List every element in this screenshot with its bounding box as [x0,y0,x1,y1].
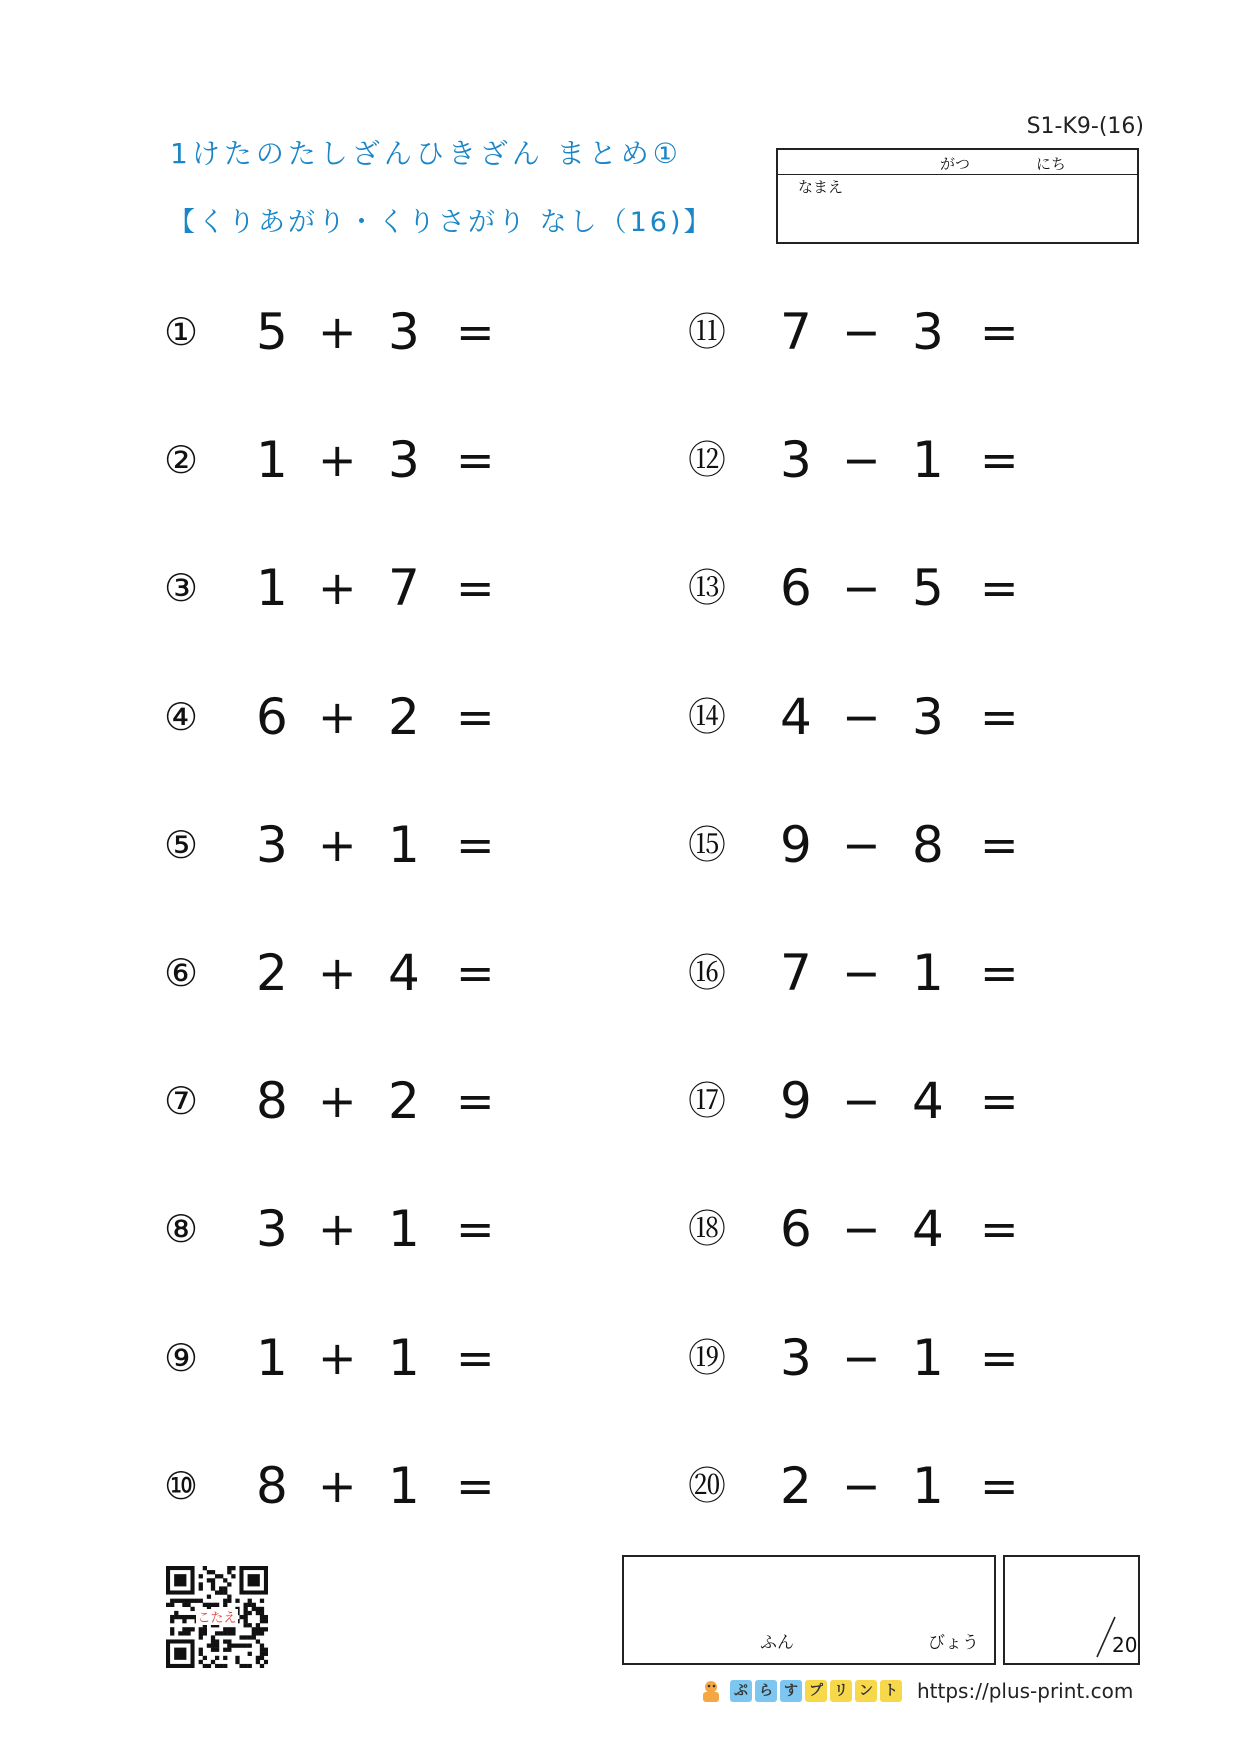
problem-number: ⑭ [688,694,727,739]
operator: + [318,561,357,616]
first-operand: 3 [256,1200,288,1259]
problem-number: ⑰ [688,1079,727,1124]
problem-number: ④ [164,694,199,739]
worksheet-code: S1-K9-(16) [1026,114,1144,139]
problem-item [688,1071,1108,1131]
problem-item [688,1456,1108,1516]
operator: − [842,433,881,488]
problem-number: ⑩ [164,1463,199,1508]
first-operand: 1 [256,559,288,618]
second-operand: 2 [388,1072,420,1131]
qr-answer-label: こたえ [197,1611,237,1626]
problem-item [164,1071,584,1131]
first-operand: 1 [256,431,288,490]
problem-item [688,558,1108,618]
logo-char: ト [880,1680,902,1702]
score-total: 20 [1112,1633,1138,1657]
second-operand: 1 [388,1200,420,1259]
second-operand: 1 [388,1456,420,1515]
date-row [778,150,1137,175]
problem-number: ⑥ [164,951,199,995]
second-operand: 4 [912,1072,944,1131]
equals-sign: = [456,946,495,1000]
equals-sign: = [980,1074,1019,1129]
first-operand: 7 [780,944,812,1002]
problem-item [164,815,584,875]
problem-number: ⑮ [688,822,727,867]
equals-sign: = [456,305,495,359]
problem-number: ⑳ [688,1463,727,1508]
logo-char: ら [755,1680,777,1702]
score-box[interactable] [1003,1555,1140,1665]
problem-number: ⑨ [164,1335,199,1380]
problem-item [164,943,584,1003]
problem-number: ⑱ [688,1207,727,1252]
second-operand: 3 [912,687,944,746]
problem-number: ⑯ [688,951,727,995]
second-operand: 2 [388,687,420,746]
second-operand: 1 [388,815,420,874]
problem-item [164,430,584,490]
operator: − [842,1074,881,1129]
problem-item [164,302,584,362]
footer-brand [698,1676,1133,1706]
seconds-label: びょう [928,1633,979,1653]
second-operand: 1 [912,1456,944,1515]
logo-char: す [780,1680,802,1702]
problem-number: ① [164,310,199,354]
problem-number: ⑦ [164,1079,199,1124]
equals-sign: = [456,817,495,872]
first-operand: 8 [256,1072,288,1131]
problem-item [164,687,584,747]
operator: + [318,305,357,359]
worksheet-subtitle: 【くりあがり・くりさがり なし（16)】 [168,207,714,238]
first-operand: 3 [780,431,812,490]
operator: − [842,1202,881,1257]
problem-item [688,943,1108,1003]
first-operand: 6 [256,687,288,746]
equals-sign: = [980,689,1019,744]
logo-char: ン [855,1680,877,1702]
minutes-label: ふん [760,1633,794,1653]
problem-item [164,1328,584,1388]
second-operand: 4 [388,944,420,1002]
first-operand: 9 [780,815,812,874]
second-operand: 1 [912,1328,944,1387]
second-operand: 7 [388,559,420,618]
operator: + [318,1330,357,1385]
equals-sign: = [980,1202,1019,1257]
equals-sign: = [456,1458,495,1513]
equals-sign: = [980,817,1019,872]
operator: + [318,817,357,872]
problem-number: ⑪ [688,310,727,354]
problem-number: ③ [164,566,199,611]
first-operand: 7 [780,303,812,361]
first-operand: 3 [780,1328,812,1387]
first-operand: 5 [256,303,288,361]
problem-item [164,1456,584,1516]
second-operand: 1 [912,944,944,1002]
operator: + [318,689,357,744]
problem-item [688,302,1108,362]
logo-char: ぷ [730,1680,752,1702]
operator: − [842,1458,881,1513]
operator: − [842,1330,881,1385]
first-operand: 1 [256,1328,288,1387]
operator: + [318,946,357,1000]
equals-sign: = [980,1458,1019,1513]
brand-logo [730,1680,905,1702]
qr-code-icon [166,1566,268,1668]
second-operand: 5 [912,559,944,618]
operator: − [842,817,881,872]
name-date-box[interactable] [776,148,1139,244]
problem-item [164,1199,584,1259]
equals-sign: = [980,1330,1019,1385]
second-operand: 3 [388,431,420,490]
problem-number: ② [164,438,199,483]
first-operand: 4 [780,687,812,746]
equals-sign: = [456,561,495,616]
problem-number: ⑧ [164,1207,199,1252]
equals-sign: = [456,689,495,744]
logo-char: プ [805,1680,827,1702]
problem-number: ⑤ [164,822,199,867]
problem-item [688,430,1108,490]
time-box[interactable] [622,1555,996,1665]
operator: + [318,433,357,488]
equals-sign: = [456,1074,495,1129]
operator: + [318,1202,357,1257]
operator: − [842,946,881,1000]
worksheet-title: 1けたのたしざんひきざん まとめ① [170,137,682,170]
logo-char: リ [830,1680,852,1702]
problem-item [688,1328,1108,1388]
equals-sign: = [456,1330,495,1385]
equals-sign: = [980,433,1019,488]
operator: − [842,561,881,616]
day-label: にち [1036,155,1067,173]
equals-sign: = [456,1202,495,1257]
first-operand: 8 [256,1456,288,1515]
second-operand: 3 [912,303,944,361]
second-operand: 1 [388,1328,420,1387]
problem-item [688,687,1108,747]
first-operand: 2 [780,1456,812,1515]
first-operand: 6 [780,559,812,618]
operator: + [318,1074,357,1129]
equals-sign: = [980,305,1019,359]
operator: + [318,1458,357,1513]
second-operand: 4 [912,1200,944,1259]
equals-sign: = [980,946,1019,1000]
second-operand: 1 [912,431,944,490]
second-operand: 3 [388,303,420,361]
mascot-icon [698,1678,724,1704]
answer-qr-code[interactable] [166,1566,268,1668]
problem-number: ⑲ [688,1335,727,1380]
site-url[interactable]: https://plus-print.com [917,1679,1134,1703]
first-operand: 2 [256,944,288,1002]
problem-item [164,558,584,618]
first-operand: 3 [256,815,288,874]
equals-sign: = [980,561,1019,616]
problem-item [688,815,1108,875]
first-operand: 9 [780,1072,812,1131]
month-label: がつ [940,155,971,173]
problem-number: ⑫ [688,438,727,483]
problem-number: ⑬ [688,566,727,611]
problem-item [688,1199,1108,1259]
equals-sign: = [456,433,495,488]
operator: − [842,689,881,744]
first-operand: 6 [780,1200,812,1259]
second-operand: 8 [912,815,944,874]
name-label: なまえ [798,178,844,196]
operator: − [842,305,881,359]
